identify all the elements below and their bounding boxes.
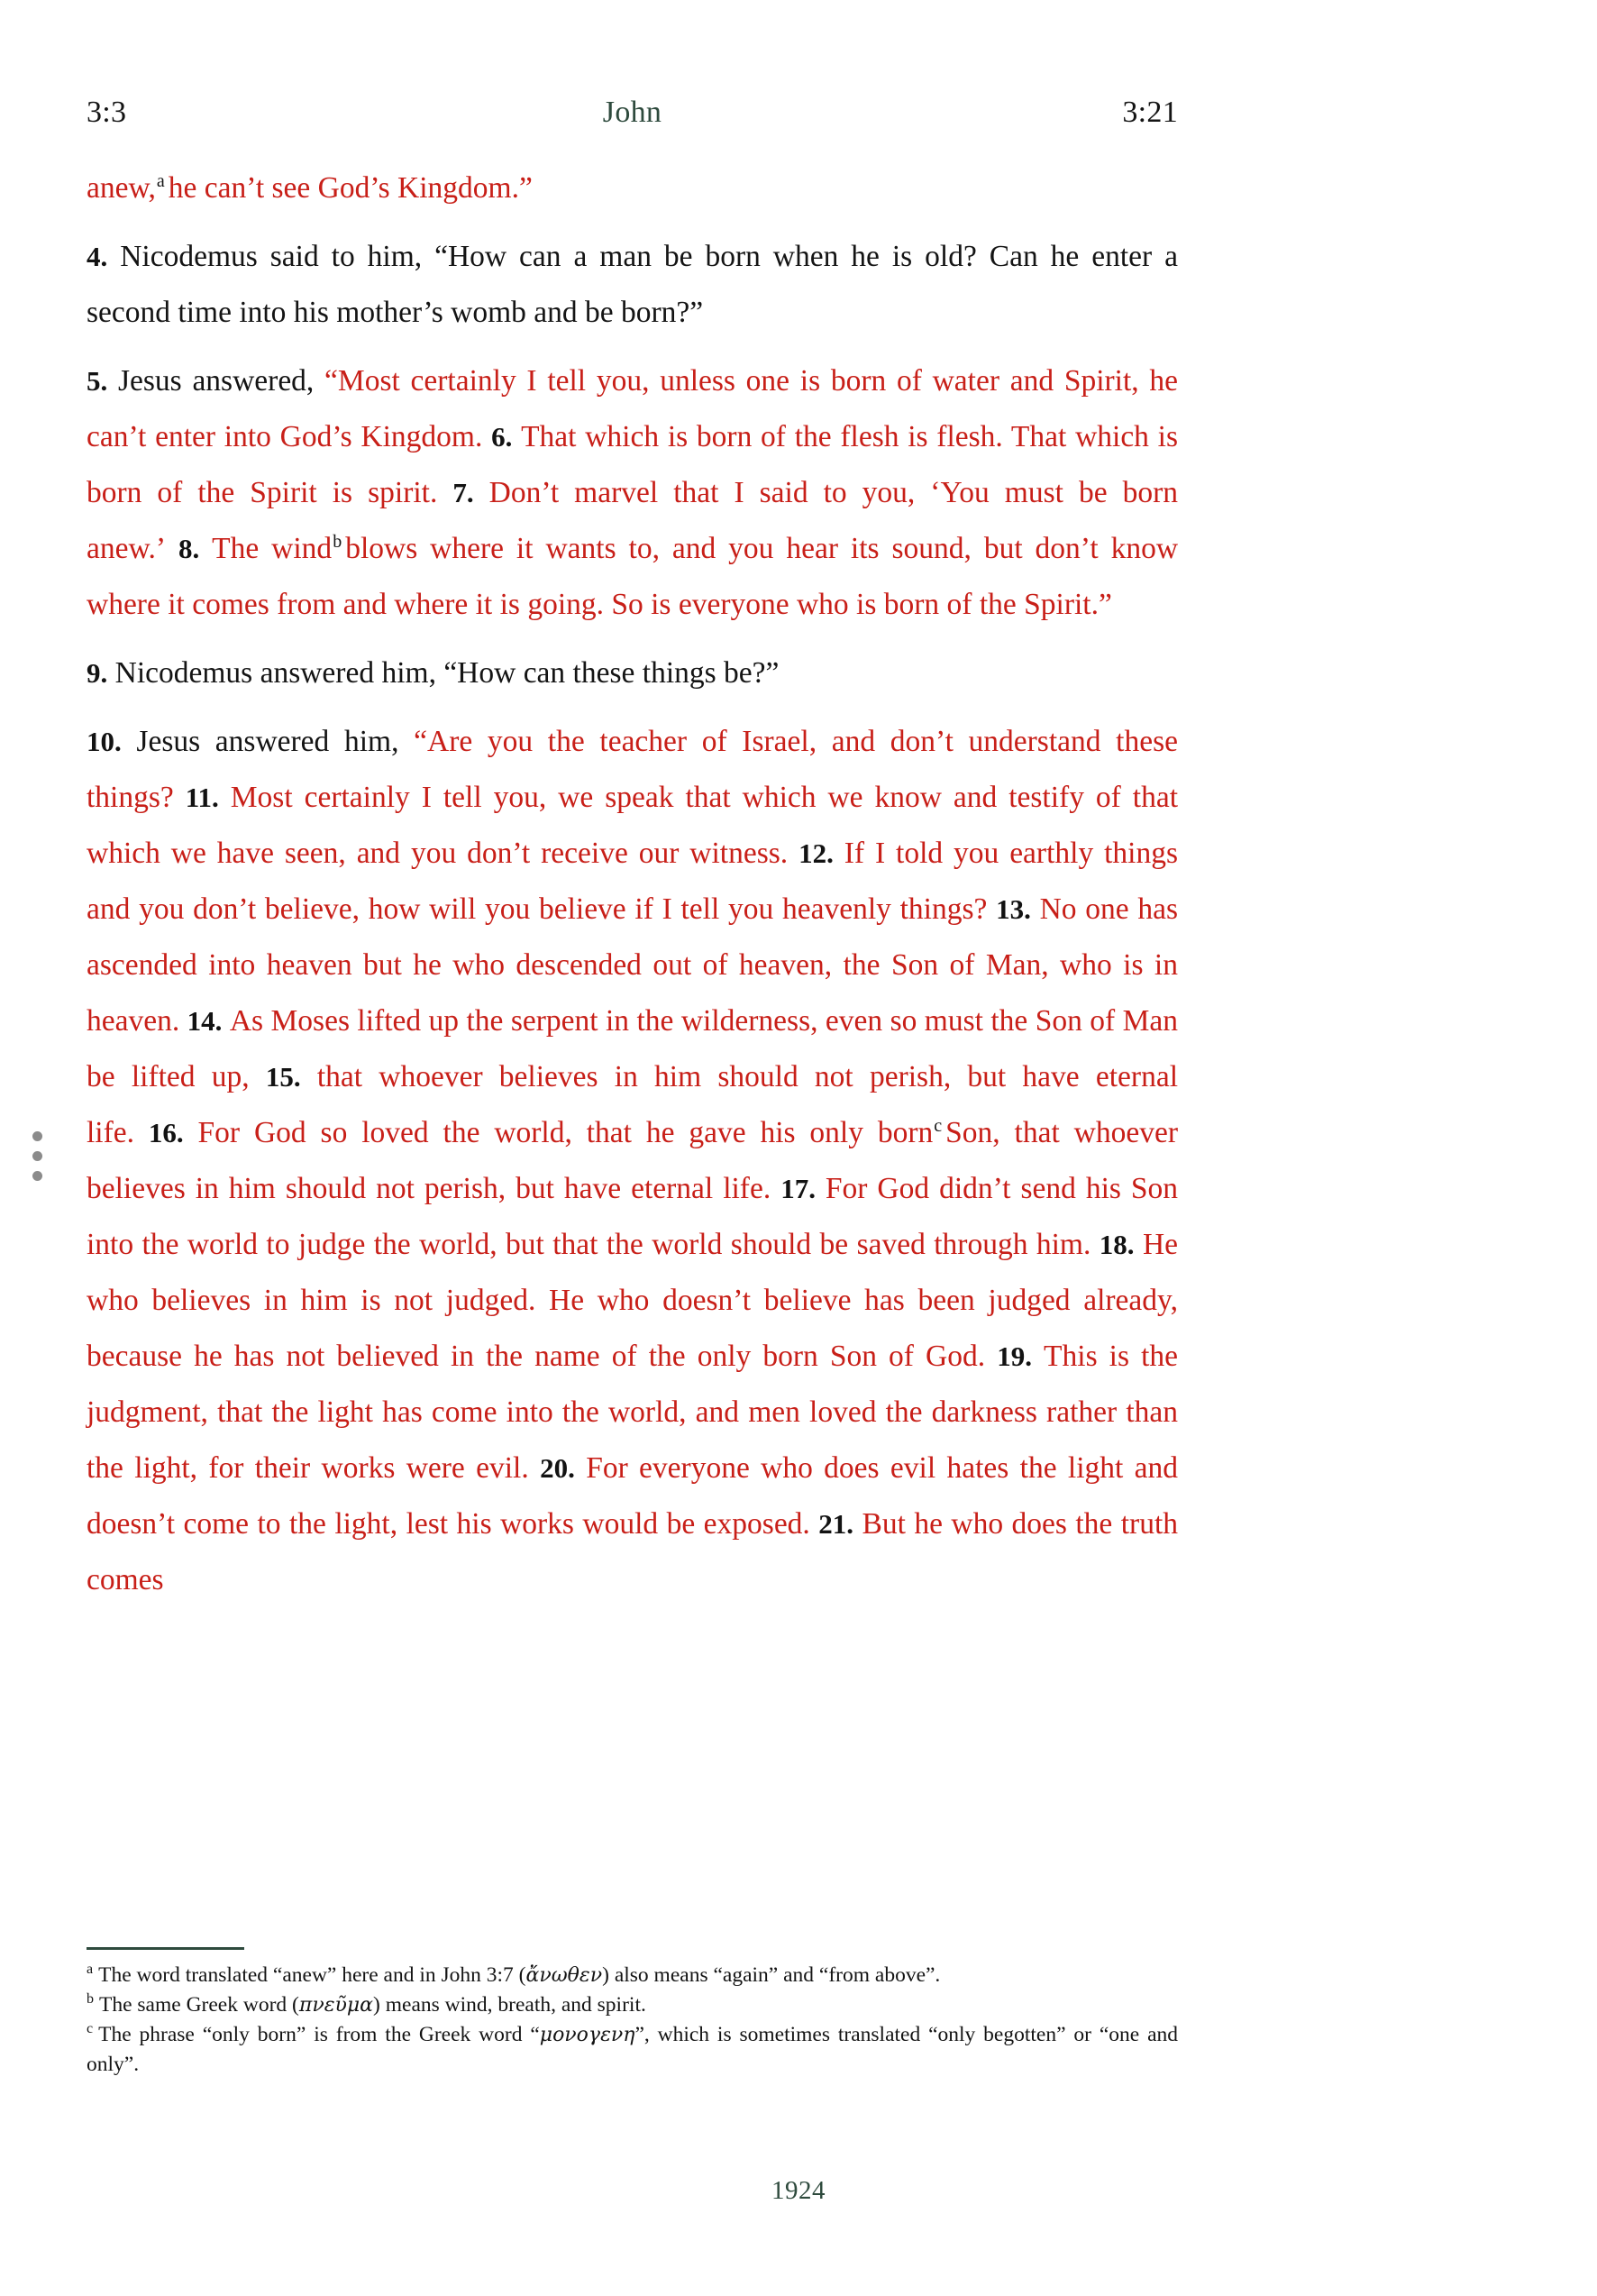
paragraph-verses-10-to-21 xyxy=(87,714,1178,1608)
paragraph-verse-9 xyxy=(87,645,1178,701)
verse-7-text: Don’t marvel that I said to you, ‘You must be born anew.’ xyxy=(87,476,1179,565)
verse-10-narration: Jesus answered him, xyxy=(136,725,399,758)
verse-18-text: He who believes in him is not judged. He who doesn’t believe has been judged already, because he has not believed in the name of the only born Son of God. xyxy=(87,1228,1179,1373)
verse-17-text: For God didn’t send his Son into the world to judge the world, but that the world should be saved through him. xyxy=(87,1172,1179,1261)
ellipsis-dot xyxy=(32,1151,42,1161)
footnote-c-letter: c xyxy=(87,2021,94,2037)
paragraph-verse-3-continued xyxy=(87,160,1178,216)
verse-10-text: “Are you the teacher of Israel, and don’t understand these things? xyxy=(87,725,1179,814)
footnote-marker-b[interactable]: b xyxy=(333,531,342,552)
verse-4-text: Nicodemus said to him, “How can a man be born when he is old? Can he enter a second time into his mother’s womb and be born?” xyxy=(87,240,1179,329)
verse-number-4[interactable]: 4. xyxy=(87,241,108,272)
footnote-b-text-after: ) means wind, breath, and spirit. xyxy=(373,1993,646,2017)
ellipsis-dot xyxy=(32,1171,42,1181)
footnote-a xyxy=(87,1961,1178,1990)
vertical-ellipsis-icon[interactable] xyxy=(31,1131,43,1181)
verse-number-10[interactable]: 10. xyxy=(87,726,122,757)
verse-13-text: No one has ascended into heaven but he who descended out of heaven, the Son of Man, who is in heaven. xyxy=(87,892,1179,1038)
footnote-c xyxy=(87,2020,1178,2080)
ellipsis-dot xyxy=(32,1131,42,1141)
verse-20-text: For everyone who does evil hates the light and doesn’t come to the light, lest his works would be exposed. xyxy=(87,1451,1179,1541)
verse-15-text: that whoever believes in him should not perish, but have eternal life. xyxy=(87,1060,1179,1149)
verse-11-text: Most certainly I tell you, we speak that which we know and testify of that which we have seen, and you don’t receive our witness. xyxy=(87,781,1179,870)
footnote-a-text-after: ) also means “again” and “from above”. xyxy=(602,1963,941,1987)
verse-6-text: That which is born of the flesh is flesh. That which is born of the Spirit is spirit. xyxy=(87,420,1179,509)
verse-12-text: If I told you earthly things and you don’t believe, how will you believe if I tell you heavenly things? xyxy=(87,837,1179,926)
footnote-a-text-before: The word translated “anew” here and in John 3:7 ( xyxy=(98,1963,526,1987)
verse-5-narration: Jesus answered, xyxy=(117,364,315,398)
verse-number-14[interactable]: 14. xyxy=(187,1005,223,1037)
verse-number-11[interactable]: 11. xyxy=(185,782,219,813)
verse-3-text-tail: he can’t see God’s Kingdom.” xyxy=(168,171,533,205)
verse-number-12[interactable]: 12. xyxy=(798,837,834,869)
footnote-c-text-before: The phrase “only born” is from the Greek word “ xyxy=(98,2023,540,2046)
footnote-marker-c[interactable]: c xyxy=(934,1115,943,1136)
verse-number-18[interactable]: 18. xyxy=(1099,1229,1135,1260)
verse-16-text-lead: For God so loved the world, that he gave his only born xyxy=(197,1116,934,1149)
running-head-left-reference: 3:3 xyxy=(87,96,127,129)
footnote-b-text-before: The same Greek word ( xyxy=(99,1993,299,2017)
running-head xyxy=(87,94,1178,135)
verse-number-15[interactable]: 15. xyxy=(265,1061,301,1093)
footnote-c-greek-word: μονογενη xyxy=(539,2024,635,2046)
running-head-right-reference: 3:21 xyxy=(1122,96,1178,129)
footnote-separator-rule xyxy=(87,1947,244,1950)
verse-21-text: But he who does the truth comes xyxy=(87,1507,1179,1596)
verse-8-text-tail: blows where it wants to, and you hear its sound, but don’t know where it comes from and where it is going. So is everyone who is born of the Spirit.” xyxy=(87,532,1179,621)
footnote-marker-a[interactable]: a xyxy=(156,170,165,191)
verse-number-20[interactable]: 20. xyxy=(540,1452,575,1484)
verse-number-16[interactable]: 16. xyxy=(148,1117,184,1148)
verse-number-9[interactable]: 9. xyxy=(87,657,108,689)
page-number-folio xyxy=(0,2176,1597,2206)
verse-number-13[interactable]: 13. xyxy=(996,893,1031,925)
scripture-text-column xyxy=(87,160,1178,1608)
paragraph-verse-4 xyxy=(87,229,1178,341)
verse-number-6[interactable]: 6. xyxy=(491,421,513,453)
footnote-b-letter: b xyxy=(87,1991,94,2008)
verse-number-8[interactable]: 8. xyxy=(178,533,200,564)
verse-number-21[interactable]: 21. xyxy=(818,1508,854,1540)
paragraph-verses-5-to-8 xyxy=(87,353,1178,633)
verse-14-text: As Moses lifted up the serpent in the wilderness, even so must the Son of Man be lifted up, xyxy=(87,1004,1179,1093)
verse-5-text: “Most certainly I tell you, unless one is born of water and Spirit, he can’t enter into God’s Kingdom. xyxy=(87,364,1179,453)
running-head-book-title: John xyxy=(602,96,662,129)
verse-number-19[interactable]: 19. xyxy=(997,1340,1032,1372)
verse-number-5[interactable]: 5. xyxy=(87,365,108,397)
footnote-a-letter: a xyxy=(87,1962,94,1978)
verse-8-text-lead: The wind xyxy=(212,532,333,565)
footnote-b-greek-word: πνεῦμα xyxy=(298,1994,374,2017)
verse-16-text-tail: Son, that whoever believes in him should not perish, but have eternal life. xyxy=(87,1116,1179,1205)
verse-9-text: Nicodemus answered him, “How can these things be?” xyxy=(114,656,780,690)
verse-number-7[interactable]: 7. xyxy=(452,477,474,508)
footnote-a-greek-word: ἄνωθεν xyxy=(525,1964,603,1987)
verse-3-text-lead: anew, xyxy=(87,171,156,205)
folio-number: 1924 xyxy=(771,2176,826,2205)
verse-number-17[interactable]: 17. xyxy=(780,1173,816,1204)
footnotes-section xyxy=(87,1947,1178,2080)
footnote-c-text-after: ”, which is sometimes translated “only begotten” or “one and only”. xyxy=(87,2023,1179,2076)
footnote-b xyxy=(87,1990,1178,2020)
verse-19-text: This is the judgment, that the light has come into the world, and men loved the darkness rather than the light, for their works were evil. xyxy=(87,1340,1179,1485)
